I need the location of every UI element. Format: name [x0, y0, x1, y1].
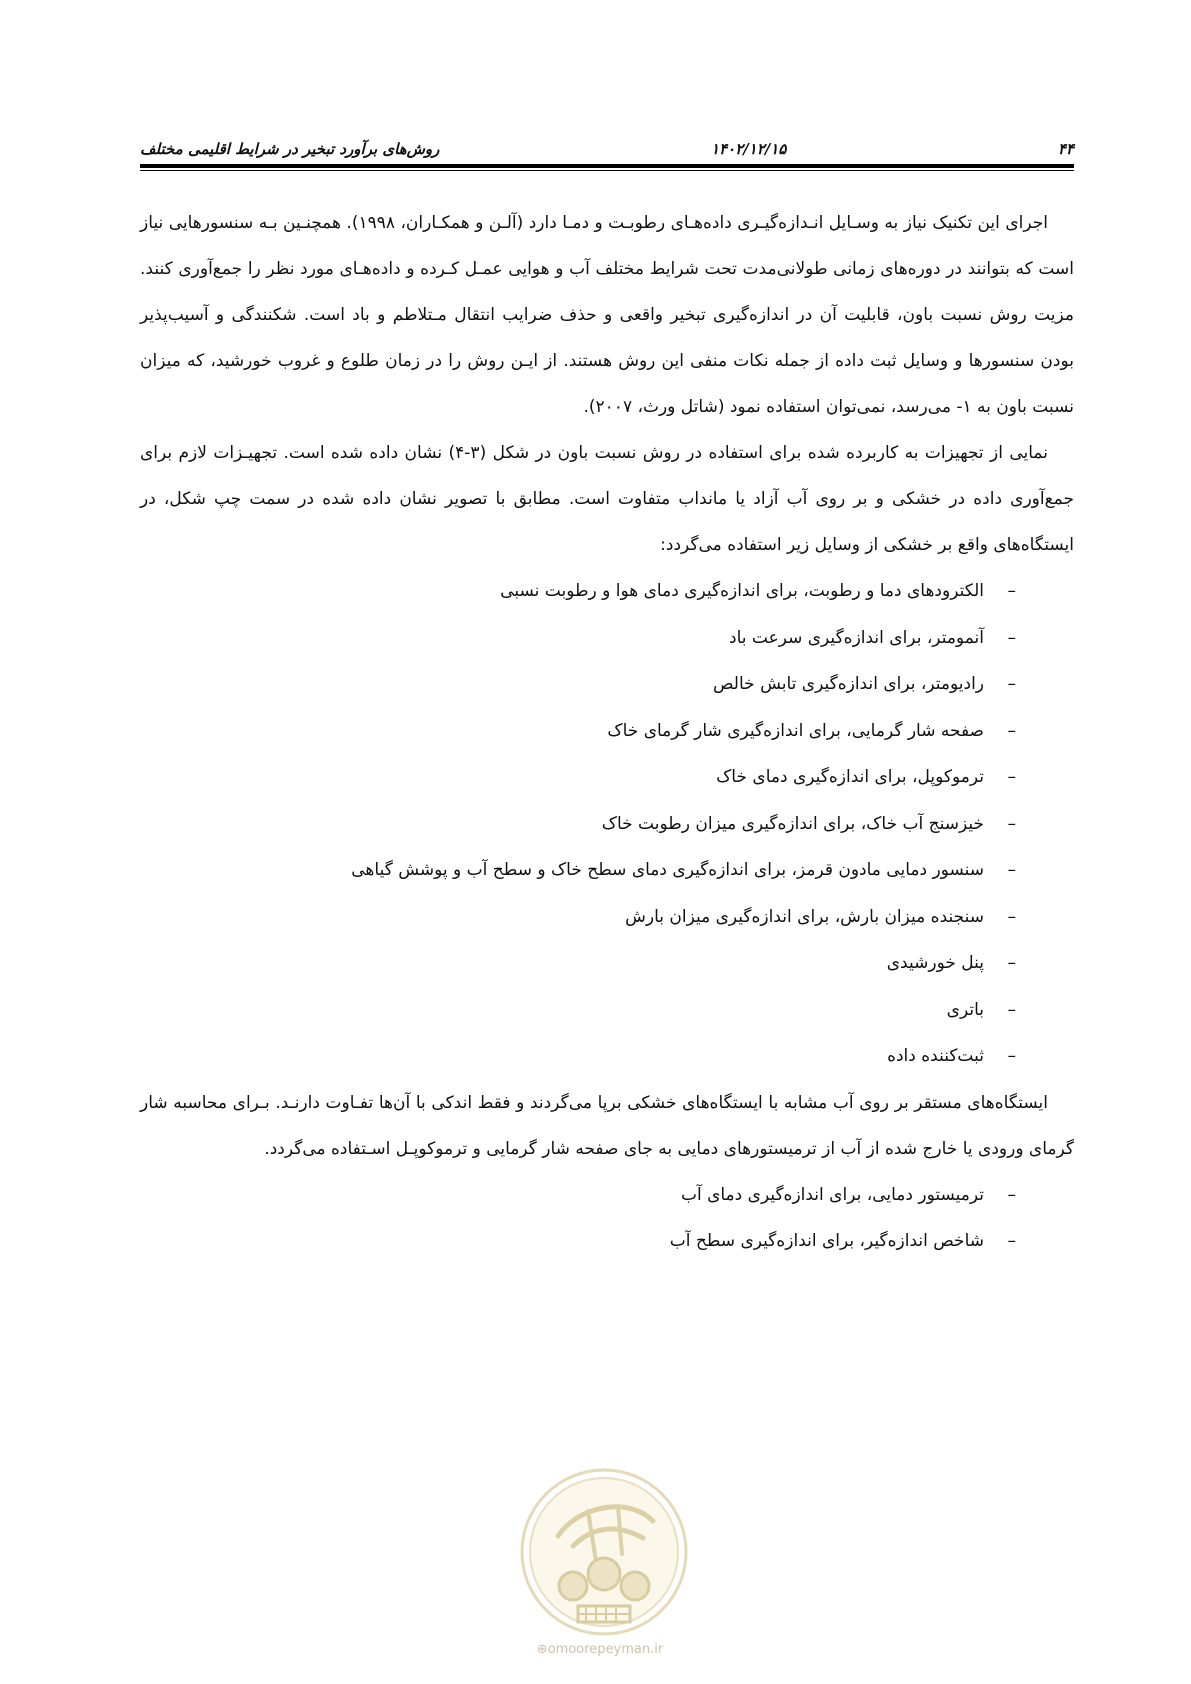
dash-marker: –	[1007, 581, 1016, 601]
dash-marker: –	[1007, 813, 1016, 834]
list-item	[140, 801, 1074, 848]
land-instruments-list	[140, 568, 1074, 1080]
page-header	[140, 128, 1074, 158]
list-item-text: سنجنده میزان بارش، برای اندازه‌گیری میزان بارش	[625, 906, 984, 927]
list-item-text: خیزسنج آب خاک، برای اندازه‌گیری میزان رطوبت خاک	[601, 813, 984, 834]
list-item-text: شاخص اندازه‌گیر، برای اندازه‌گیری سطح آب	[669, 1231, 984, 1251]
list-item	[140, 1218, 1074, 1265]
list-item-text: پنل خورشیدی	[886, 953, 984, 973]
dash-marker: –	[1007, 720, 1016, 741]
header-date: ۱۴۰۲/۱۲/۱۵	[710, 140, 787, 158]
dash-marker: –	[1007, 953, 1016, 973]
list-item-text: باتری	[946, 999, 984, 1020]
list-item	[140, 940, 1074, 987]
list-item-text: صفحه شار گرمایی، برای اندازه‌گیری شار گرمای خاک	[607, 720, 984, 741]
page-body	[140, 200, 1074, 1265]
water-instruments-list	[140, 1172, 1074, 1265]
list-item	[140, 1033, 1074, 1080]
header-rule-thin	[140, 170, 1074, 171]
list-item	[140, 987, 1074, 1034]
list-item-text: ترموکوپل، برای اندازه‌گیری دمای خاک	[716, 767, 984, 787]
seal-icon	[518, 1466, 690, 1638]
dash-marker: –	[1007, 674, 1016, 694]
watermark-logo-icon	[518, 1466, 690, 1638]
running-title: روش‌های برآورد تبخیر در شرایط اقلیمی مختلف	[140, 140, 440, 158]
watermark-site: omoorepeyman.ir	[547, 1642, 664, 1657]
list-item	[140, 1172, 1074, 1219]
list-item	[140, 615, 1074, 662]
list-item	[140, 894, 1074, 941]
list-item-text: ثبت‌کننده داده	[887, 1046, 984, 1066]
list-item-text: ترمیستور دمایی، برای اندازه‌گیری دمای آب	[680, 1184, 984, 1205]
list-item	[140, 568, 1074, 615]
dash-marker: –	[1007, 627, 1016, 648]
list-item-text: سنسور دمایی مادون قرمز، برای اندازه‌گیری دمای سطح خاک و سطح آب و پوشش گیاهی	[351, 860, 984, 880]
dash-marker: –	[1007, 999, 1016, 1020]
globe-icon: ⊕	[536, 1642, 548, 1657]
list-item	[140, 754, 1074, 801]
paragraph-intro: اجرای این تکنیک نیاز به وسـایل انـدازه‌گیـری داده‌هـای رطوبـت و دمـا دارد (آلـن و همکـاران، ۱۹۹۸). همچنـین بـه سنسورهایی نیاز است که بتوانند در دوره‌های زمانی طولانی‌مدت تحت شرایط مختلف آب و هوایی عمـل کـرده و داده‌هـای مورد نظر را جمع‌آوری کنند. مزیت روش نسبت باون، قابلیت آن در اندازه‌گیری تبخیر واقعی و حذف ضرایب انتقال مـتلاطم و باد است. شکنندگی و آسیب‌پذیر بودن سنسورها و وسایل ثبت داده از جمله نکات منفی این روش هستند. از ایـن روش را در زمان طلوع و غروب خورشید، که میزان نسبت باون به ۱- می‌رسد، نمی‌توان استفاده نمود (شاتل ورث، ۲۰۰۷).	[140, 213, 1074, 417]
dash-marker: –	[1007, 860, 1016, 880]
dash-marker: –	[1007, 1046, 1016, 1066]
header-rule-thick	[140, 164, 1074, 168]
watermark-url	[520, 1642, 680, 1657]
dash-marker: –	[1007, 767, 1016, 787]
dash-marker: –	[1007, 1231, 1016, 1251]
dash-marker: –	[1007, 906, 1016, 927]
paragraph-water-stations: ایستگاه‌های مستقر بر روی آب مشابه با ایستگاه‌های خشکی برپا می‌گردند و فقط اندکی با آن‌ها تفـاوت دارنـد. بـرای محاسبه شار گرمای ورودی یا خارج شده از آب از ترمیستورهای دمایی به جای صفحه شار گرمایی و ترموکوپـل اسـتفاده می‌گردد.	[140, 1092, 1074, 1159]
list-item	[140, 847, 1074, 894]
list-item-text: رادیومتر، برای اندازه‌گیری تابش خالص	[712, 674, 984, 694]
list-item	[140, 708, 1074, 755]
list-item-text: آنمومتر، برای اندازه‌گیری سرعت باد	[729, 627, 984, 648]
paragraph-equipment: نمایی از تجهیزات به کاربرده شده برای استفاده در روش نسبت باون در شکل (۳-۴) نشان داده شده است. تجهیـزات لازم برای جمع‌آوری داده در خشکی و بر روی آب آزاد یا مانداب متفاوت است. مطابق با تصویر نشان داده شده در سمت چپ شکل، در ایستگاه‌های واقع بر خشکی از وسایل زیر استفاده می‌گردد:	[140, 443, 1074, 555]
list-item	[140, 661, 1074, 708]
list-item-text: الکترودهای دما و رطوبت، برای اندازه‌گیری دمای هوا و رطوبت نسبی	[500, 581, 984, 601]
page-number: ۴۴	[1057, 140, 1074, 158]
dash-marker: –	[1007, 1184, 1016, 1205]
